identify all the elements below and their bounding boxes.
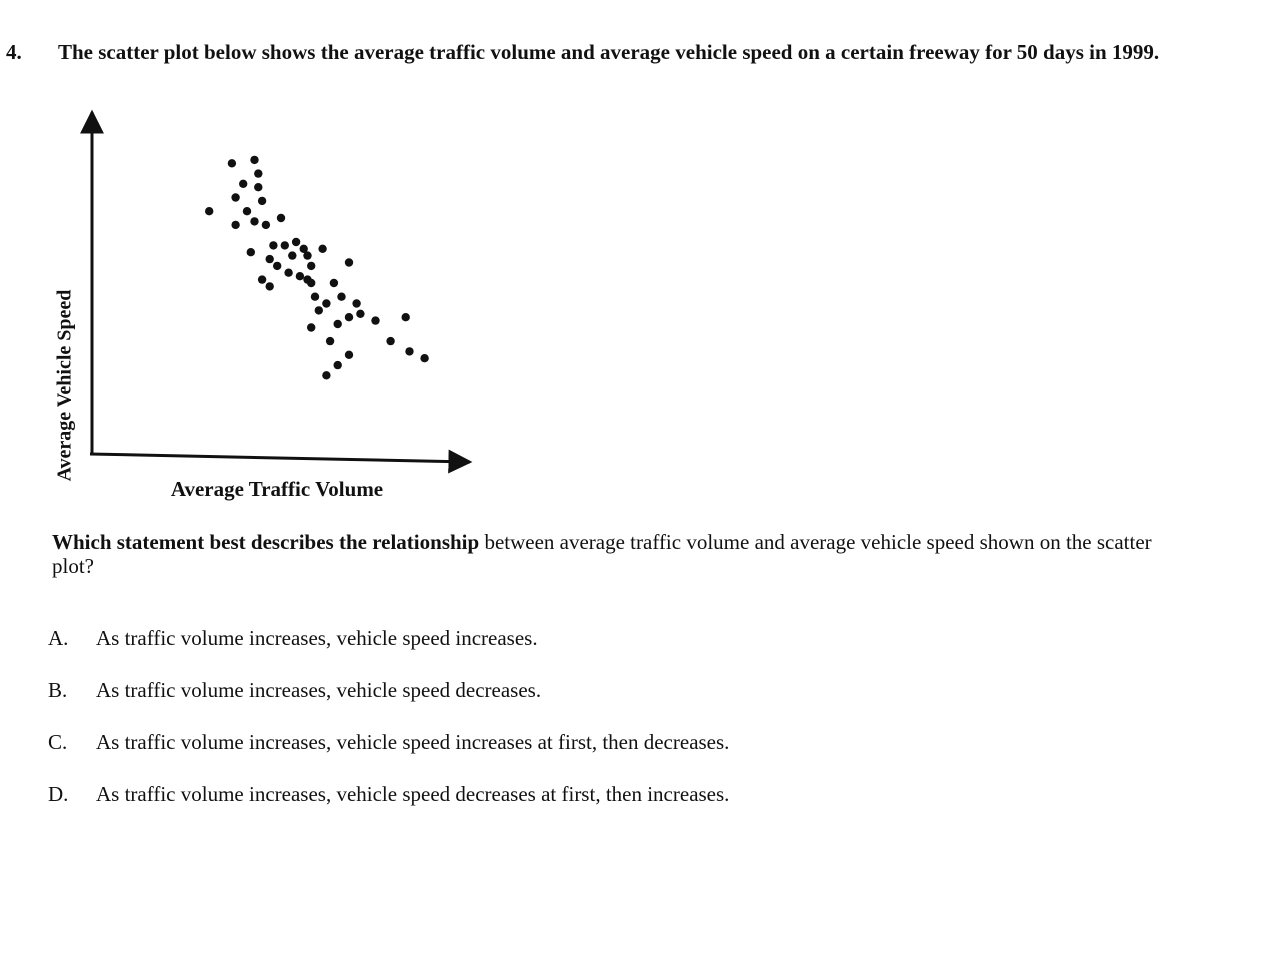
data-points xyxy=(205,156,429,380)
data-point xyxy=(258,275,266,283)
data-point xyxy=(258,197,266,205)
choice-letter: D. xyxy=(48,782,69,806)
data-point xyxy=(281,241,289,249)
data-point xyxy=(345,313,353,321)
prompt-lead: Which statement best describes the relationship xyxy=(52,530,480,554)
data-point xyxy=(334,361,342,369)
data-point xyxy=(345,258,353,266)
data-point xyxy=(269,241,277,249)
data-point xyxy=(420,354,428,362)
choice-text: As traffic volume increases, vehicle speed increases. xyxy=(96,626,538,650)
data-point xyxy=(231,193,239,201)
data-point xyxy=(250,217,258,225)
prompt-rest: between average traffic volume and average vehicle speed shown on the scatter plot? xyxy=(52,530,1152,578)
data-point xyxy=(296,272,304,280)
data-point xyxy=(405,347,413,355)
question-number: 4. xyxy=(6,40,22,64)
scatter-plot xyxy=(40,100,500,480)
x-axis-label: Average Traffic Volume xyxy=(170,477,384,501)
data-point xyxy=(254,183,262,191)
data-point xyxy=(311,293,319,301)
data-point xyxy=(318,245,326,253)
data-point xyxy=(277,214,285,222)
data-point xyxy=(284,269,292,277)
data-point xyxy=(254,169,262,177)
data-point xyxy=(386,337,394,345)
data-point xyxy=(307,279,315,287)
data-point xyxy=(326,337,334,345)
data-point xyxy=(266,282,274,290)
question-stem: The scatter plot below shows the average traffic volume and average vehicle speed on a certain freeway for 50 days in 1999. xyxy=(58,40,1160,64)
data-point xyxy=(243,207,251,215)
data-point xyxy=(371,316,379,324)
choice-letter: B. xyxy=(48,678,68,702)
data-point xyxy=(205,207,213,215)
data-point xyxy=(273,262,281,270)
data-point xyxy=(303,251,311,259)
data-point xyxy=(334,320,342,328)
data-point xyxy=(337,293,345,301)
data-point xyxy=(228,159,236,167)
choice-text: As traffic volume increases, vehicle speed decreases. xyxy=(96,678,542,702)
data-point xyxy=(307,262,315,270)
data-point xyxy=(266,255,274,263)
choice-a[interactable] xyxy=(48,626,948,678)
question-prompt xyxy=(52,530,1192,578)
data-point xyxy=(330,279,338,287)
data-point xyxy=(307,323,315,331)
data-point xyxy=(239,180,247,188)
choice-b[interactable] xyxy=(48,678,948,730)
data-point xyxy=(345,351,353,359)
data-point xyxy=(250,156,258,164)
data-point xyxy=(322,371,330,379)
data-point xyxy=(356,310,364,318)
data-point xyxy=(315,306,323,314)
choice-letter: A. xyxy=(48,626,69,650)
y-axis-label: Average Vehicle Speed xyxy=(53,289,76,482)
choice-text: As traffic volume increases, vehicle speed decreases at first, then increases. xyxy=(96,782,730,806)
x-axis xyxy=(90,454,470,462)
choice-letter: C. xyxy=(48,730,68,754)
scatter-plot-figure xyxy=(40,100,500,510)
data-point xyxy=(402,313,410,321)
choice-c[interactable] xyxy=(48,730,948,782)
choice-d[interactable] xyxy=(48,782,948,834)
choice-text: As traffic volume increases, vehicle speed increases at first, then decreases. xyxy=(96,730,730,754)
data-point xyxy=(247,248,255,256)
data-point xyxy=(322,299,330,307)
data-point xyxy=(262,221,270,229)
answer-choices xyxy=(48,626,948,834)
data-point xyxy=(292,238,300,246)
data-point xyxy=(288,251,296,259)
data-point xyxy=(352,299,360,307)
data-point xyxy=(231,221,239,229)
